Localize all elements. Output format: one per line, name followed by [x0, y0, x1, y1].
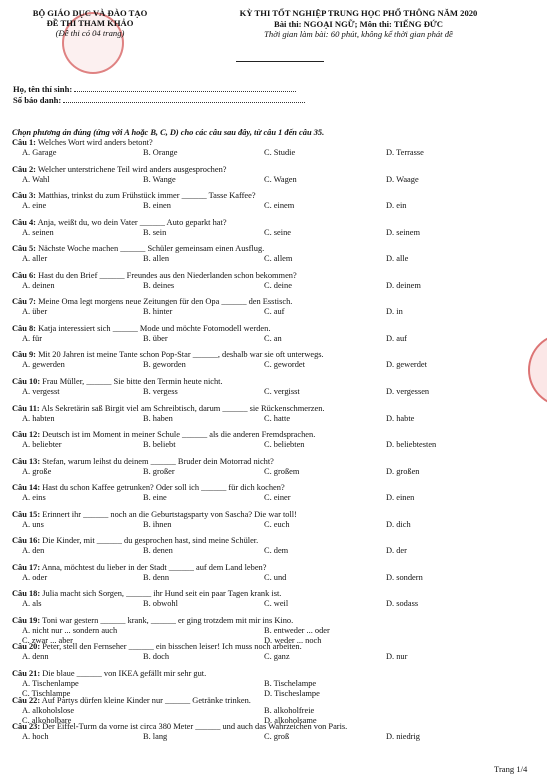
question-label: Câu 12: — [12, 430, 41, 440]
answer-option-a: A. uns — [22, 519, 44, 529]
answer-option-a: A. Wahl — [22, 174, 50, 184]
question-label: Câu 22: — [12, 695, 41, 705]
question-label: Câu 10: — [12, 376, 41, 386]
answer-option-c: C. vergisst — [264, 386, 300, 396]
answer-option-a: A. nicht nur ... sondern auch — [22, 625, 118, 635]
answer-option-b: B. hinter — [143, 307, 173, 317]
answer-option-c: C. euch — [264, 519, 290, 529]
question-stem — [12, 722, 347, 732]
question-text: Nächste Woche machen ______ Schüler gemeinsam einen Ausflug. — [38, 244, 265, 254]
question-label: Câu 5: — [12, 244, 36, 254]
answer-option-c: C. und — [264, 572, 287, 582]
answer-option-d: D. Waage — [386, 174, 419, 184]
answer-option-c: C. alkoholbare — [22, 715, 72, 725]
answer-option-c: C. auf — [264, 307, 285, 317]
exam-time: Thời gian làm bài: 60 phút, không kể thời gian phát đề — [264, 29, 453, 39]
question-text: Auf Partys dürfen kleine Kinder nur ______ Getränke trinken. — [41, 695, 251, 705]
question-label: Câu 13: — [12, 456, 41, 466]
question-text: Anja, weißt du, wo dein Vater ______ Auto geparkt hat? — [37, 217, 227, 227]
question-stem — [12, 696, 251, 706]
question-stem — [12, 404, 324, 414]
question-text: Katja interessiert sich ______ Mode und möchte Fotomodell werden. — [38, 323, 271, 333]
answer-option-d: D. beliebtesten — [386, 440, 437, 450]
answer-option-d: D. alle — [386, 254, 409, 264]
answer-option-a: A. über — [22, 307, 48, 317]
answer-option-d: D. habte — [386, 413, 415, 423]
candidate-name-field — [74, 84, 296, 92]
answer-option-d: D. einen — [386, 493, 415, 503]
answer-option-c: C. weil — [264, 599, 289, 609]
answer-option-b: B. denen — [143, 546, 173, 556]
answer-option-c: C. einem — [264, 201, 295, 211]
answer-option-a: A. beliebter — [22, 440, 62, 450]
answer-option-b: B. entweder ... oder — [264, 625, 330, 635]
candidate-id-row — [13, 95, 305, 105]
answer-option-b: B. ihnen — [143, 519, 172, 529]
question-stem — [12, 669, 206, 679]
answer-option-a: A. den — [22, 546, 45, 556]
answer-option-b: B. einen — [143, 201, 171, 211]
page-count-note: (Đề thi có 04 trang) — [55, 28, 125, 38]
question-label: Câu 15: — [12, 509, 41, 519]
answer-option-c: C. an — [264, 333, 282, 343]
question-stem — [12, 165, 227, 175]
question-stem — [12, 536, 258, 546]
candidate-id-label: Số báo danh: — [13, 95, 62, 105]
answer-option-d: D. großen — [386, 466, 420, 476]
answer-option-b: B. denn — [143, 572, 170, 582]
answer-option-b: B. Wange — [143, 174, 176, 184]
answer-option-c: C. einer — [264, 493, 291, 503]
question-stem — [12, 377, 223, 387]
answer-option-d: D. seinem — [386, 227, 420, 237]
answer-option-a: A. als — [22, 599, 42, 609]
question-stem — [12, 457, 274, 467]
answer-option-d: D. Terrasse — [386, 148, 424, 157]
answer-option-d: D. vergessen — [386, 386, 430, 396]
candidate-id-field — [63, 95, 305, 103]
answer-option-c: C. dem — [264, 546, 289, 556]
instruction: Chọn phương án đúng (ứng với A hoặc B, C, D) cho các câu sau đây, từ câu 1 đến câu 35. — [12, 128, 325, 137]
question-label: Câu 14: — [12, 483, 41, 493]
answer-option-b: B. über — [143, 333, 168, 343]
header-right — [180, 8, 537, 40]
answer-option-b: B. deines — [143, 280, 175, 290]
question-label: Câu 21: — [12, 669, 41, 678]
answer-option-d: D. ein — [386, 201, 407, 211]
answer-option-d: D. Tischeslampe — [264, 689, 320, 698]
answer-option-c: C. zwar ... aber — [22, 635, 73, 645]
exam-title: KỲ THI TỐT NGHIỆP TRUNG HỌC PHỔ THÔNG NĂM 2020 — [239, 8, 478, 18]
question-stem — [12, 563, 266, 573]
answer-option-b: B. haben — [143, 413, 173, 423]
question-stem — [12, 271, 297, 281]
answer-option-c: C. großem — [264, 466, 300, 476]
answer-option-a: A. deinen — [22, 280, 55, 290]
question-label: Câu 9: — [12, 350, 36, 360]
answer-option-a: A. gewerden — [22, 360, 65, 370]
answer-option-b: B. eine — [143, 493, 167, 503]
question-text: Deutsch ist im Moment in meiner Schule ______ als die anderen Fremdsprachen. — [42, 430, 316, 440]
question-text: Die Kinder, mit ______ du gesprochen hast, sind meine Schüler. — [42, 536, 259, 546]
answer-option-a: A. habten — [22, 413, 55, 423]
question-text: Als Sekretärin saß Birgit viel am Schreibtisch, darum ______ sie Rückenschmerzen. — [41, 403, 325, 413]
question-text: Stefan, warum leihst du deinem ______ Bruder dein Motorrad nicht? — [42, 456, 274, 466]
answer-option-c: C. Studie — [264, 148, 296, 157]
question-label: Câu 20: — [12, 642, 41, 652]
answer-option-c: C. beliebten — [264, 440, 305, 450]
question-label: Câu 7: — [12, 297, 36, 307]
question-label: Câu 8: — [12, 323, 36, 333]
answer-option-a: A. Garage — [22, 148, 57, 157]
question-label: Câu 11: — [12, 403, 40, 413]
answer-option-a: A. seinen — [22, 227, 54, 237]
answer-option-a: A. hoch — [22, 732, 49, 742]
question-text: Welches Wort wird anders betont? — [37, 138, 153, 147]
question-stem — [12, 483, 285, 493]
question-stem — [12, 642, 302, 652]
question-text: Meine Oma legt morgens neue Zeitungen für den Opa ______ den Esstisch. — [38, 297, 293, 307]
answer-option-a: A. oder — [22, 572, 48, 582]
answer-option-a: A. Tischenlampe — [22, 679, 79, 688]
question-label: Câu 18: — [12, 589, 41, 599]
question-text: Welcher unterstrichene Teil wird anders ausgesprochen? — [37, 164, 227, 174]
ministry-name: BỘ GIÁO DỤC VÀ ĐÀO TẠO — [32, 8, 148, 18]
question-stem — [12, 191, 256, 201]
question-label: Câu 6: — [12, 270, 36, 280]
answer-option-b: B. lang — [143, 732, 168, 742]
answer-option-a: A. alkoholslose — [22, 705, 75, 715]
question-text: Matthias, trinkst du zum Frühstück immer ______ Tasse Kaffee? — [38, 191, 256, 201]
question-label: Câu 17: — [12, 562, 41, 572]
question-stem — [12, 589, 281, 599]
answer-option-d: D. deinem — [386, 280, 421, 290]
question-stem — [12, 510, 297, 520]
answer-option-d: D. weder ... noch — [264, 635, 322, 645]
official-stamp-margin — [528, 333, 547, 407]
exam-subject: Bài thi: NGOẠI NGỮ; Môn thi: TIẾNG ĐỨC — [274, 18, 443, 29]
answer-option-a: A. für — [22, 333, 43, 343]
question-stem — [12, 430, 315, 440]
answer-option-d: D. auf — [386, 333, 407, 343]
answer-option-c: C. groß — [264, 732, 290, 742]
answer-option-b: B. sein — [143, 227, 167, 237]
answer-option-d: D. sondern — [386, 572, 423, 582]
answer-option-a: A. große — [22, 466, 52, 476]
answer-option-b: B. allen — [143, 254, 170, 264]
answer-option-b: B. Tischelampe — [264, 679, 317, 688]
answer-option-c: C. allem — [264, 254, 293, 264]
answer-option-a: A. eins — [22, 493, 46, 503]
exam-type: ĐỀ THI THAM KHẢO — [46, 18, 134, 28]
answer-option-c: C. gewordet — [264, 360, 305, 370]
answer-option-c: C. hatte — [264, 413, 291, 423]
answer-option-d: D. alkoholsame — [264, 715, 317, 725]
question-text: Toni war gestern ______ krank, ______ er ging trotzdem mit mir ins Kino. — [42, 615, 294, 625]
question-text: Erinnert ihr ______ noch an die Geburtstagsparty von Sascha? Die war toll! — [42, 509, 297, 519]
answer-option-d: D. in — [386, 307, 403, 317]
question-label: Câu 16: — [12, 536, 41, 546]
answer-option-b: B. großer — [143, 466, 175, 476]
candidate-name-label: Họ, tên thí sinh: — [13, 84, 73, 94]
answer-option-c: C. Wagen — [264, 174, 297, 184]
answer-option-d: D. nur — [386, 652, 408, 662]
answer-option-d: D. sodass — [386, 599, 419, 609]
question-text: Frau Müller, ______ Sie bitte den Termin heute nicht. — [42, 376, 223, 386]
question-text: Hast du schon Kaffee getrunken? Oder soll ich ______ für dich kochen? — [42, 483, 285, 493]
answer-option-b: B. geworden — [143, 360, 186, 370]
answer-option-a: A. aller — [22, 254, 48, 264]
header-left — [10, 8, 170, 38]
question-stem — [12, 324, 270, 334]
question-label: Câu 1: — [12, 138, 36, 147]
answer-option-d: D. niedrig — [386, 732, 420, 742]
question-label: Câu 19: — [12, 615, 41, 625]
question-text: Der Eiffel-Turm da vorne ist circa 380 Meter ______ und auch das Wahrzeichen von Paris. — [42, 722, 348, 732]
answer-option-c: C. deine — [264, 280, 292, 290]
answer-option-d: D. dich — [386, 519, 411, 529]
question-text: Hast du den Brief ______ Freundes aus den Niederlanden schon bekommen? — [38, 270, 297, 280]
candidate-name-row — [13, 84, 296, 94]
question-label: Câu 23: — [12, 722, 41, 732]
question-stem — [12, 138, 153, 148]
question-label: Câu 2: — [12, 164, 36, 174]
page-number: Trang 1/4 — [494, 764, 528, 774]
answer-option-a: A. vergesst — [22, 386, 60, 396]
answer-option-b: B. beliebt — [143, 440, 176, 450]
answer-option-c: C. ganz — [264, 652, 290, 662]
question-label: Câu 3: — [12, 191, 36, 201]
question-text: Anna, möchtest du lieber in der Stadt ______ auf dem Land leben? — [41, 562, 267, 572]
question-stem — [12, 244, 264, 254]
answer-option-b: B. Orange — [143, 148, 178, 157]
answer-option-b: B. obwohl — [143, 599, 178, 609]
answer-option-c: C. seine — [264, 227, 291, 237]
question-stem — [12, 218, 227, 228]
question-label: Câu 4: — [12, 217, 36, 227]
answer-option-a: A. denn — [22, 652, 49, 662]
answer-option-b: B. doch — [143, 652, 170, 662]
header-rule — [236, 61, 324, 62]
answer-option-a: A. eine — [22, 201, 47, 211]
answer-option-b: B. alkoholfreie — [264, 705, 315, 715]
question-stem — [12, 616, 293, 626]
question-text: Mit 20 Jahren ist meine Tante schon Pop-Star ______, deshalb war sie oft unterwegs. — [38, 350, 324, 360]
answer-option-d: D. der — [386, 546, 407, 556]
answer-option-b: B. vergess — [143, 386, 178, 396]
question-stem — [12, 350, 324, 360]
question-text: Die blaue ______ von IKEA gefällt mir sehr gut. — [42, 669, 207, 678]
question-text: Julia macht sich Sorgen, ______ ihr Hund seit ein paar Tagen krank ist. — [42, 589, 282, 599]
question-stem — [12, 297, 292, 307]
question-text: Peter, stell den Fernseher ______ ein bisschen leiser! Ich muss noch arbeiten. — [42, 642, 302, 652]
answer-option-d: D. gewerdet — [386, 360, 427, 370]
answer-option-c: C. Tischlampe — [22, 689, 71, 698]
